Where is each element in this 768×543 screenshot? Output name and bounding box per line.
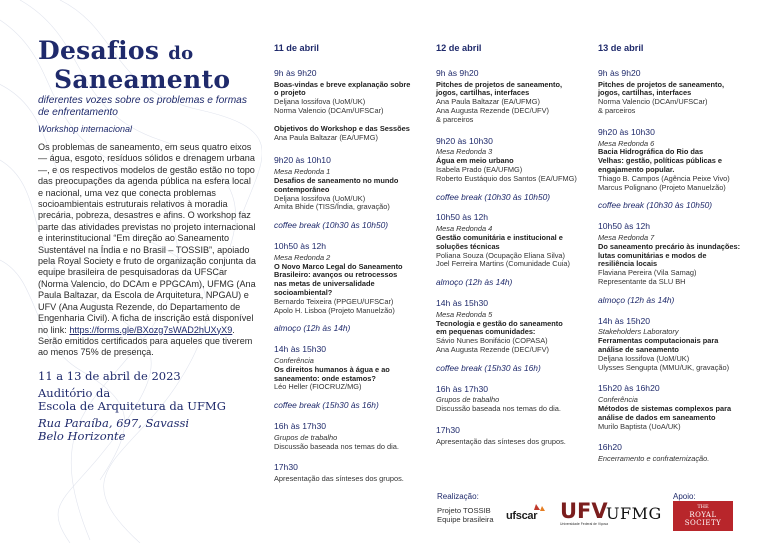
- schedule-item: 9h às 9h20 Pitches de projetos de saneamento, jogos, cartilhas, interfaces Ana Paula Baltazar (EA/UFMG) Ana Augusta Rezende (DEC/UFV) & parceiros: [436, 67, 563, 124]
- schedule-item: 14h às 15h20 Stakeholders Laboratory Ferramentas computacionais para análise de saneamento Deljana Iossifova (UoM/UK) Ulysses Sengupta (MMU/UK, gravação): [598, 315, 730, 372]
- ufv-logo: UFV Universidade Federal de Viçosa: [560, 499, 608, 526]
- schedule-item: 17h30 Apresentação das sínteses dos grupos.: [436, 424, 566, 446]
- day-3-column: [598, 44, 748, 473]
- break-item: coffee break (10h30 às 10h50): [274, 220, 389, 231]
- title-line-1: Desafios do: [38, 36, 194, 65]
- title-connector: do: [168, 43, 194, 64]
- event-type: Workshop internacional: [38, 124, 133, 134]
- schedule-item: 9h20 às 10h10 Mesa Redonda 1 Desafios de saneamento no mundo contemporâneo Deljana Iossifova (UoM/UK) Amita Bhide (TISS/Índia, gravação): [274, 155, 399, 212]
- ufmg-logo: UFMG: [606, 504, 662, 523]
- royal-society-logo: THE ROYAL SOCIETY: [673, 501, 733, 531]
- schedule-item: 10h50 às 12h Mesa Redonda 7 Do saneamento precário às inundações: lutas comunitárias e modos de resiliência locais Flaviana Pereira (Vila Samag) Representante da SLU BH: [598, 221, 741, 286]
- subtitle: diferentes vozes sobre os problemas e formas de enfrentamento: [38, 95, 247, 118]
- schedule-item: 16h às 17h30 Grupos de trabalho Discussão baseada nos temas do dia.: [436, 383, 561, 414]
- organizer-project: Projeto TOSSIB: [437, 506, 491, 515]
- schedule-item: 14h às 15h30 Mesa Redonda 5 Tecnologia e gestão do saneamento em pequenas comunidades: Sávio Nunes Bonifácio (COPASA) Ana Augusta Rezende (DEC/UFV): [436, 297, 563, 354]
- day-2-column: [436, 44, 586, 456]
- day-heading: 13 de abril: [598, 43, 644, 53]
- schedule-item: 14h às 15h30 Conferência Os direitos humanos à água e ao saneamento: onde estamos? Léo Heller (FIOCRUZ/MG): [274, 344, 390, 392]
- schedule-item: 9h às 9h20 Pitches de projetos de saneamento, jogos, cartilhas, interfaces Norma Valencio (DCAm/UFSCar) & parceiros: [598, 67, 725, 115]
- organizer-team: Equipe brasileira: [437, 515, 494, 524]
- break-item: coffee break (10h30 às 10h50): [436, 191, 551, 202]
- schedule-item: 9h20 às 10h30 Mesa Redonda 6 Bacia Hidrográfica do Rio das Velhas: gestão, políticas públicas e engajamento popular. Thiago B. Campos (Agência Peixe Vivo) Marcus Polignano (Projeto Manuelzão): [598, 126, 730, 192]
- day-heading: 12 de abril: [436, 43, 482, 53]
- registration-link[interactable]: https://forms.gle/BXozg7sWAD2hUXyX9: [69, 324, 233, 335]
- ufscar-logo: ufscar: [506, 502, 554, 526]
- schedule-item: 16h20 Encerramento e confraternização.: [598, 442, 710, 464]
- break-item: coffee break (10h30 às 10h50): [598, 200, 713, 211]
- day-1-column: [274, 44, 424, 493]
- venue: Auditório da Escola de Arquitetura da UFMG: [38, 385, 226, 413]
- schedule-item: 16h às 17h30 Grupos de trabalho Discussão baseada nos temas do dia.: [274, 420, 399, 451]
- schedule-item: 15h20 às 16h20 Conferência Métodos de sistemas complexos para análise de dados em saneamento Murilo Baptista (UoA/UK): [598, 383, 732, 431]
- schedule-item: 10h50 às 12h Mesa Redonda 4 Gestão comunitária e institucional e soluções técnicas Poliana Souza (Ocupação Eliana Silva) Joel Ferreira Martins (Comunidade Cuia): [436, 212, 570, 269]
- break-item: coffee break (15h30 às 16h): [436, 362, 541, 373]
- schedule-item: 9h20 às 10h30 Mesa Redonda 3 Água em meio urbano Isabela Prado (EA/UFMG) Roberto Eustáquio dos Santos (EA/UFMG): [436, 135, 577, 183]
- lunch-item: almoço (12h às 14h): [436, 277, 513, 288]
- address: Rua Paraíba, 697, Savassi Belo Horizonte: [38, 415, 190, 443]
- day-heading: 11 de abril: [274, 43, 319, 53]
- schedule-item: Objetivos do Workshop e das Sessões Ana Paula Baltazar (EA/UFMG): [274, 123, 410, 142]
- lunch-item: almoço (12h às 14h): [598, 294, 675, 305]
- realizacao-label: Realização:: [437, 492, 479, 501]
- schedule-item: 17h30 Apresentação das sínteses dos grupos.: [274, 462, 404, 484]
- schedule-item: 10h50 às 12h Mesa Redonda 2 O Novo Marco Legal do Saneamento Brasileiro: avanços ou retrocessos nas metas de universalidade socioambiental? Bernardo Teixeira (PPGEU/UFSCar) Apolo H. Lisboa (Projeto Manuelzão): [274, 240, 403, 315]
- description: Os problemas de saneamento, em seus quatro eixos — água, esgoto, resíduos sólidos e drenagem urbana —, e os respectivos modelos de gestão estão no topo das preocupações da agenda pública na esfera local e nacional, uma vez que conecta problemas socioambientais estruturais relativos à moradia precária, pobreza, desastres e afins. O workshop faz parte das atividades previstas no projeto internacional e interinstitucional “Em direção ao Saneamento Sustentável na Índia e no Brasil – TOSSIB”, apoiado pela Royal Society e fruto de organização conjunta da equipe brasileira de pesquisadoras da UFSCar (Norma Valencio, do DCAm e PPGCAm), UFMG (Ana Paula Baltazar, da Escola de Arquitetura, NPGAU) e UFV (Ana Augusta Rezende, do Departamento de Engenharia Civil). A ficha de inscrição está disponível no link: https://forms.gle/BXozg7sWAD2hUXyX9. Serão emitidos certificados para aqueles que tiverem ao menos 75% de presença.: [38, 142, 256, 358]
- lunch-item: almoço (12h às 14h): [274, 323, 351, 334]
- break-item: coffee break (15h30 às 16h): [274, 400, 379, 411]
- title-line-2: Saneamento: [54, 65, 231, 94]
- organizers: [437, 492, 494, 524]
- apoio-label: Apoio:: [673, 492, 696, 501]
- intro-panel: [38, 38, 258, 443]
- schedule-item: 9h às 9h20 Boas-vindas e breve explanação sobre o projeto Deljana Iossifova (UoM/UK) Norma Valencio (DCAm/UFSCar): [274, 67, 411, 115]
- event-dates: 11 a 13 de abril de 2023: [38, 368, 181, 383]
